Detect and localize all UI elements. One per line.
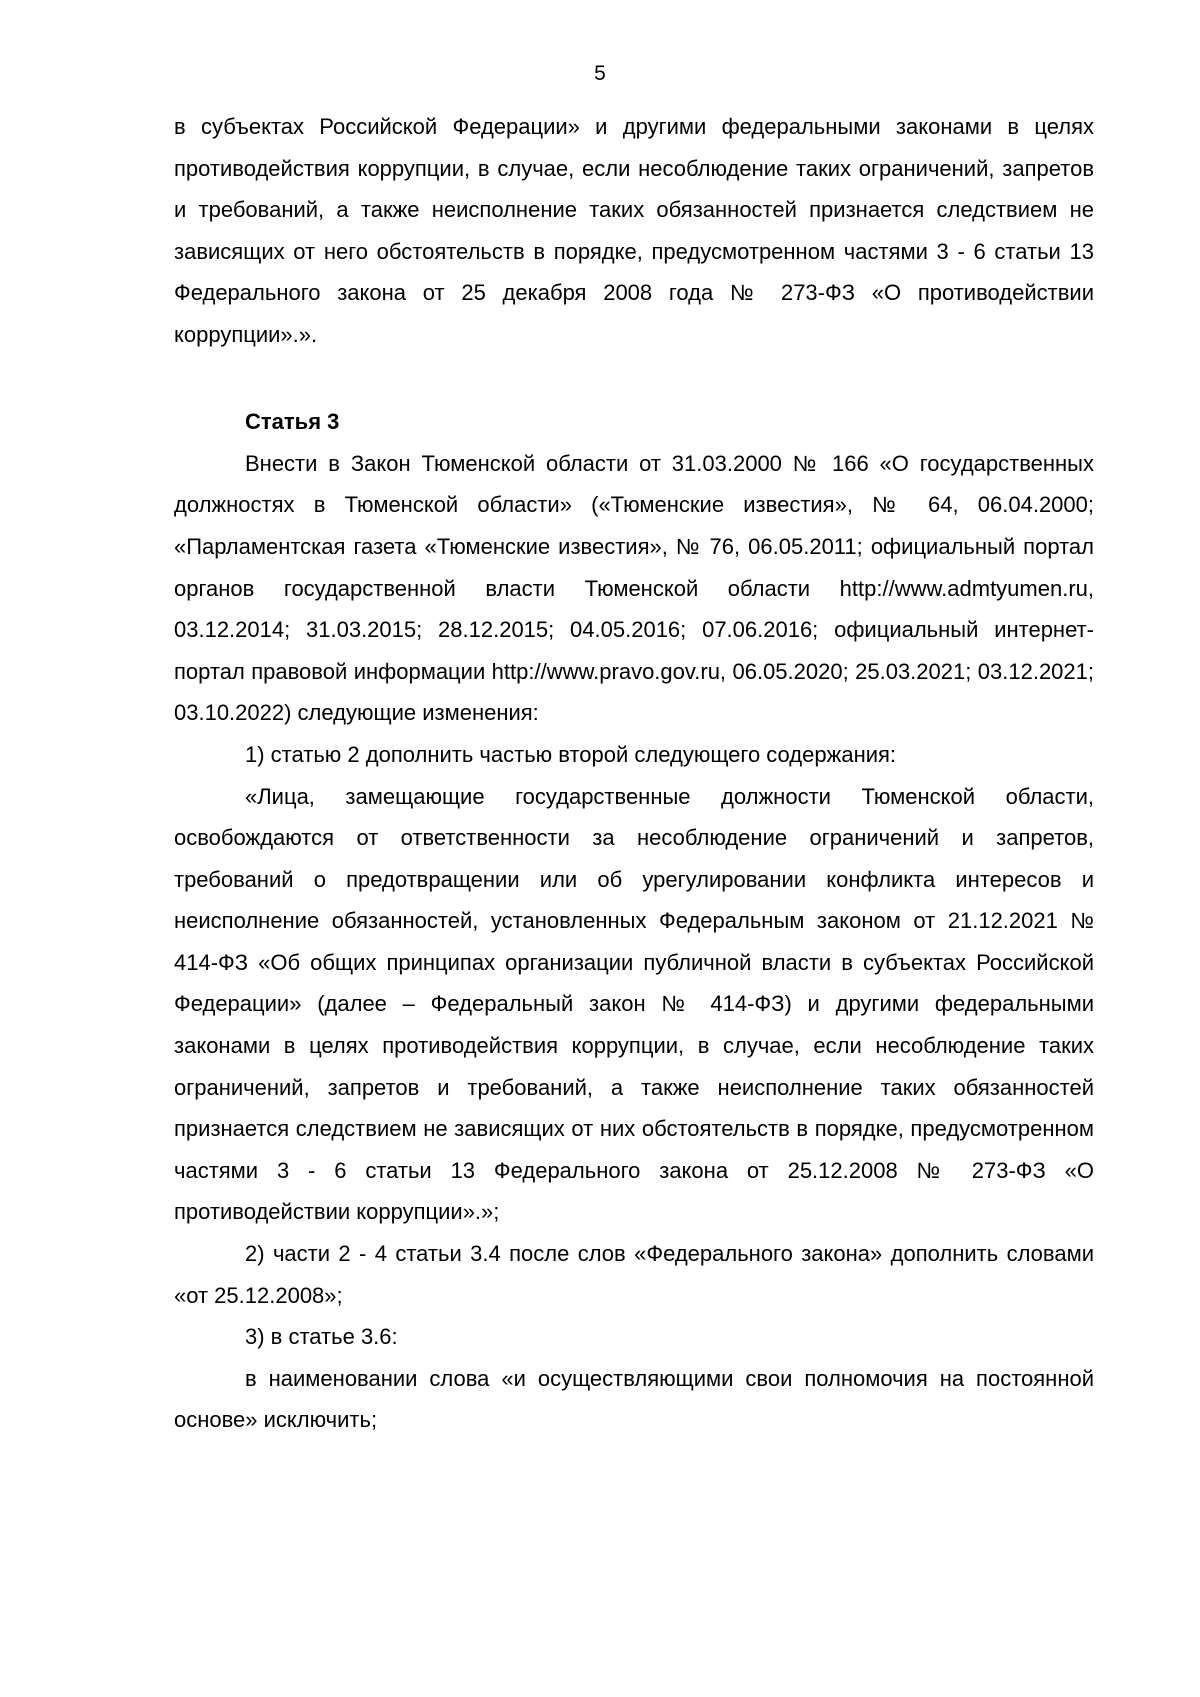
amendment-item-3: 3) в статье 3.6: — [245, 1324, 398, 1350]
page-number: 5 — [594, 62, 606, 85]
amendment-item-3-text: в наименовании слова «и осуществляющими свои полномочия на постоянной основе» исключить; — [174, 1365, 1094, 1433]
paragraph-continuation: в субъектах Российской Федерации» и другими федеральными законами в целях противодействия коррупции, в случае, если несоблюдение таких ограничений, запретов и требований, а также неисполнение таких обязанностей признается следствием не зависящих от него обстоятельств в порядке, предусмотренном частями 3 - 6 статьи 13 Федерального закона от 25 декабря 2008 года № 273-ФЗ «О противодействии коррупции».». — [174, 114, 1094, 347]
amendment-item-1-quote: «Лица, замещающие государственные должности Тюменской области, освобождаются от ответственности за несоблюдение ограничений и запретов, требований о предотвращении или об урегулировании конфликта интересов и неисполнение обязанностей, установленных Федеральным законом от 21.12.2021 № 414-ФЗ «Об общих принципах организации публичной власти в субъектах Российской Федерации» (далее – Федеральный закон № 414-ФЗ) и другими федеральными законами в целях противодействия коррупции, в случае, если несоблюдение таких ограничений, запретов и требований, а также неисполнение таких обязанностей признается следствием не зависящих от них обстоятельств в порядке, предусмотренном частями 3 - 6 статьи 13 Федерального закона от 25.12.2008 № 273-ФЗ «О противодействии коррупции».»; — [174, 783, 1094, 1225]
amendment-item-1: 1) статью 2 дополнить частью второй следующего содержания: — [245, 741, 897, 767]
spacer — [174, 356, 1094, 398]
document-body — [174, 106, 1094, 1441]
article-intro: Внести в Закон Тюменской области от 31.03.2000 № 166 «О государственных должностях в Тюменской области» («Тюменские известия», № 64, 06.04.2000; «Парламентская газета «Тюменские известия», № 76, 06.05.2011; официальный портал органов государственной власти Тюменской области http://www.admtyumen.ru, 03.12.2014; 31.03.2015; 28.12.2015; 04.05.2016; 07.06.2016; официальный интернет-портал правовой информации http://www.pravo.gov.ru, 06.05.2020; 25.03.2021; 03.12.2021; 03.10.2022) следующие изменения: — [174, 450, 1094, 726]
amendment-item-2: 2) части 2 - 4 статьи 3.4 после слов «Федерального закона» дополнить словами «от 25.12.2008»; — [174, 1241, 1094, 1308]
article-heading: Статья 3 — [245, 409, 340, 435]
